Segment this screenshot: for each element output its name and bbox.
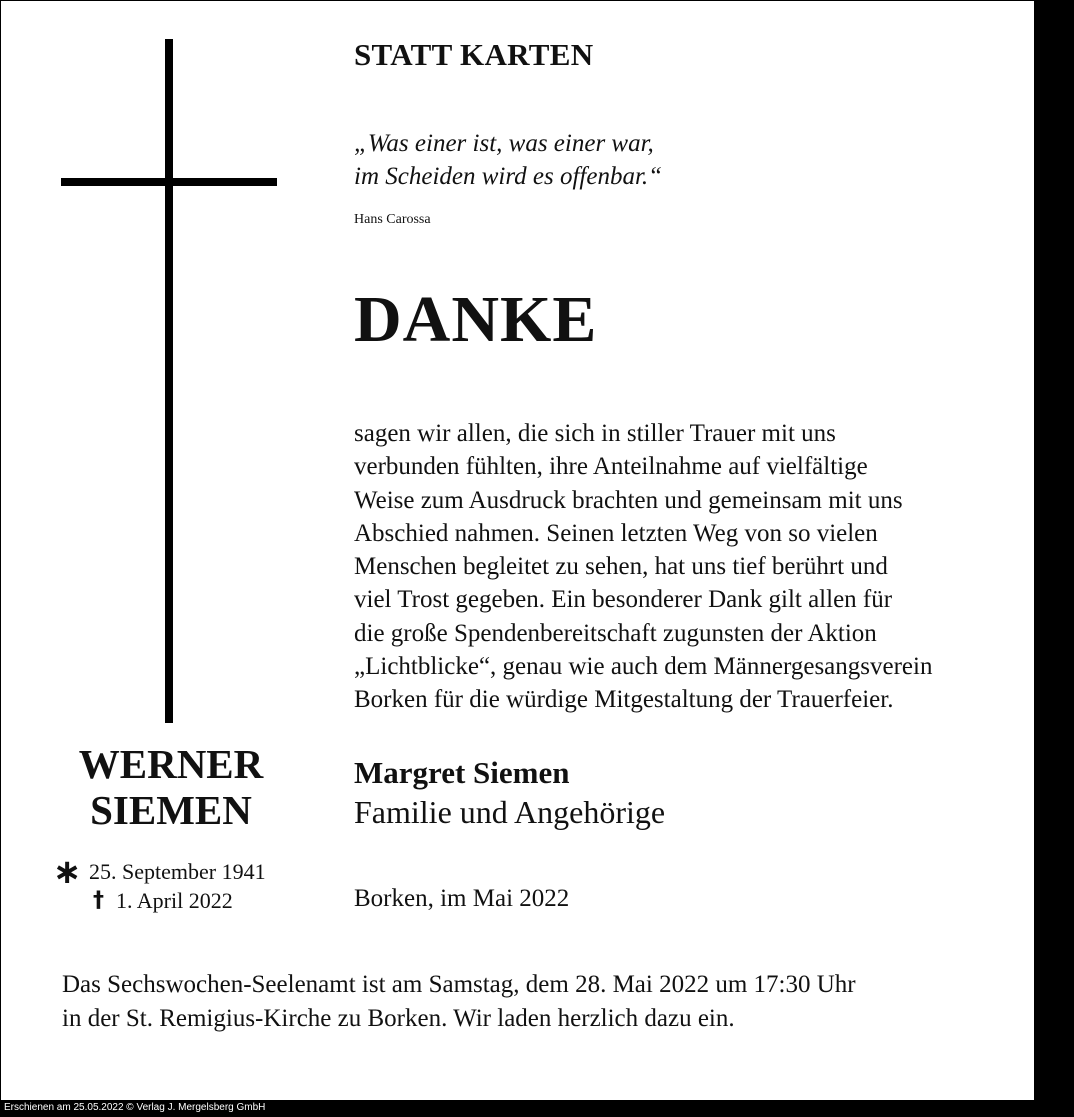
obituary-card [1, 1, 1034, 1100]
quote-line: im Scheiden wird es offenbar.“ [354, 163, 663, 190]
service-notice [62, 968, 856, 1036]
body-text [354, 417, 932, 717]
body-line: sagen wir allen, die sich in stiller Trauer mit uns [354, 420, 836, 447]
body-line: Menschen begleitet zu sehen, hat uns tief berührt und [354, 553, 888, 581]
cross-vertical-bar [165, 39, 173, 723]
deceased-name [51, 741, 291, 833]
headline: DANKE [354, 283, 598, 356]
deceased-last-name: SIEMEN [90, 787, 252, 833]
body-line: verbunden fühlten, ihre Anteilnahme auf vielfältige [354, 453, 868, 481]
cross-horizontal-bar [61, 178, 277, 186]
birth-date: 25. September 1941 [89, 859, 266, 884]
body-line: die große Spendenbereitschaft zugunsten der Aktion [354, 619, 877, 647]
body-line: Weise zum Ausdruck brachten und gemeinsam mit uns [354, 486, 903, 514]
notice-line: Das Sechswochen-Seelenamt ist am Samstag, dem 28. Mai 2022 um 17:30 Uhr [62, 971, 856, 998]
quote-author: Hans Carossa [354, 212, 431, 227]
signer-name: Margret Siemen [354, 755, 570, 790]
publication-footer: Erschienen am 25.05.2022 © Verlag J. Mergelsberg GmbH [4, 1102, 266, 1113]
notice-line: in der St. Remigius-Kirche zu Borken. Wir laden herzlich dazu ein. [62, 1005, 735, 1032]
body-line: Borken für die würdige Mitgestaltung der Trauerfeier. [354, 686, 894, 714]
deceased-first-name: WERNER [78, 741, 264, 787]
quote [354, 127, 662, 193]
place-date: Borken, im Mai 2022 [354, 885, 570, 912]
death-cross-icon: † [93, 888, 104, 913]
body-line: Abschied nahmen. Seinen letzten Weg von so vielen [354, 519, 878, 547]
signer-family: Familie und Angehörige [354, 794, 666, 830]
body-line: „Lichtblicke“, genau wie auch dem Männergesangsverein [354, 653, 933, 681]
body-line: viel Trost gegeben. Ein besonderer Dank gilt allen für [354, 586, 893, 614]
birth-star-icon: ∗ [53, 852, 82, 892]
header-title: STATT KARTEN [354, 37, 594, 72]
death-date: 1. April 2022 [116, 888, 233, 913]
quote-line: „Was einer ist, was einer war, [354, 130, 654, 157]
